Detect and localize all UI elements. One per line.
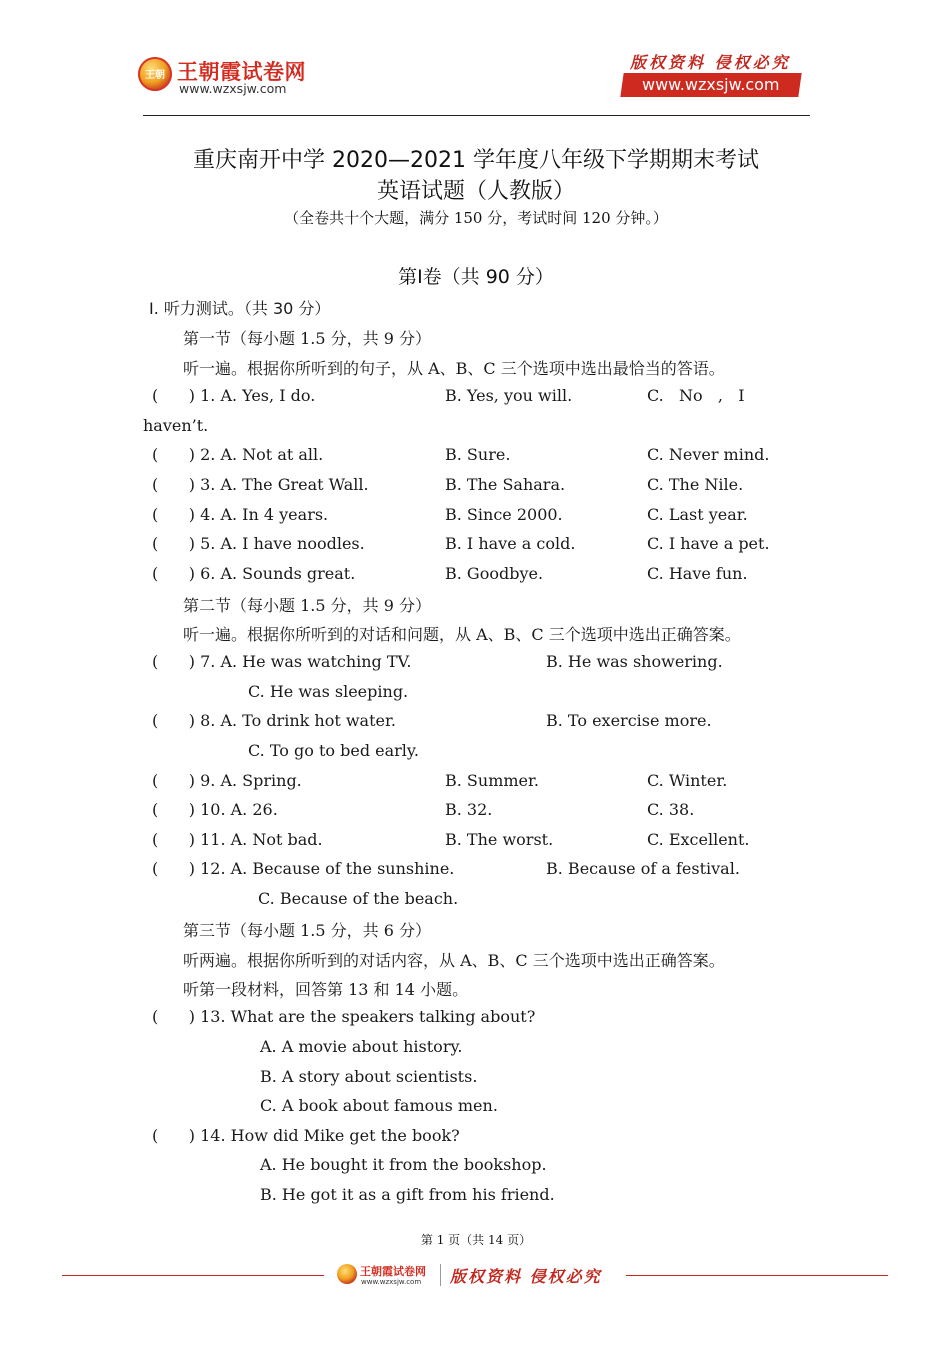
q11-stem: ( ) 11. A. Not bad.	[152, 830, 323, 849]
footer-separator	[440, 1264, 441, 1286]
q8-option-c: C. To go to bed early.	[248, 741, 419, 760]
q10-stem: ( ) 10. A. 26.	[152, 800, 278, 819]
footer-rule-left	[62, 1275, 324, 1276]
q3-option-b: B. The Sahara.	[445, 475, 566, 494]
site-logo-name: 王朝霞试卷网	[177, 60, 306, 84]
q10-option-c: C. 38.	[647, 800, 695, 819]
q7-stem: ( ) 7. A. He was watching TV.	[152, 652, 412, 671]
section2-heading: 第二节（每小题 1.5 分，共 9 分）	[183, 596, 431, 615]
footer-logo-url: www.wzxsjw.com	[361, 1278, 422, 1286]
section3-sub-instruction: 听第一段材料，回答第 13 和 14 小题。	[183, 980, 469, 999]
q9-option-b: B. Summer.	[445, 771, 539, 790]
q5-option-b: B. I have a cold.	[445, 534, 576, 553]
q1-stem: ( ) 1. A. Yes, I do.	[152, 386, 316, 405]
footer-slogan: 版权资料 侵权必究	[450, 1267, 602, 1286]
q7-option-c: C. He was sleeping.	[248, 682, 409, 701]
q8-stem: ( ) 8. A. To drink hot water.	[152, 711, 396, 730]
copyright-slogan: 版权资料 侵权必究	[630, 53, 791, 72]
q14-stem: ( ) 14. How did Mike get the book?	[152, 1126, 460, 1145]
q2-option-b: B. Sure.	[445, 445, 511, 464]
q1-option-c-cont: haven’t.	[143, 416, 209, 435]
q3-stem: ( ) 3. A. The Great Wall.	[152, 475, 369, 494]
q9-stem: ( ) 9. A. Spring.	[152, 771, 302, 790]
section3-instruction: 听两遍。根据你所听到的对话内容，从 A、B、C 三个选项中选出正确答案。	[183, 951, 725, 970]
footer-rule-right	[626, 1275, 888, 1276]
section3-heading: 第三节（每小题 1.5 分，共 6 分）	[183, 921, 431, 940]
exam-note: （全卷共十个大题，满分 150 分，考试时间 120 分钟。）	[284, 209, 668, 227]
q13-stem: ( ) 13. What are the speakers talking about?	[152, 1007, 536, 1026]
volume-heading: 第Ⅰ卷（共 90 分）	[398, 266, 554, 288]
q13-option-b: B. A story about scientists.	[260, 1067, 478, 1086]
q2-stem: ( ) 2. A. Not at all.	[152, 445, 324, 464]
q11-option-b: B. The worst.	[445, 830, 554, 849]
q12-stem: ( ) 12. A. Because of the sunshine.	[152, 859, 455, 878]
q7-option-b: B. He was showering.	[546, 652, 723, 671]
q8-option-b: B. To exercise more.	[546, 711, 712, 730]
q10-option-b: B. 32.	[445, 800, 493, 819]
site-logo-url: www.wzxsjw.com	[179, 81, 287, 96]
page-number: 第 1 页（共 14 页）	[420, 1233, 532, 1247]
logo-badge-text: 王朝	[145, 70, 165, 81]
q13-option-a: A. A movie about history.	[260, 1037, 463, 1056]
exam-subtitle: 英语试题（人教版）	[376, 179, 575, 204]
section1-heading: 第一节（每小题 1.5 分，共 9 分）	[183, 329, 431, 348]
q12-option-c: C. Because of the beach.	[258, 889, 459, 908]
q1-option-b: B. Yes, you will.	[445, 386, 573, 405]
q1-option-c: C. No , I	[647, 386, 745, 405]
section2-instruction: 听一遍。根据你所听到的对话和问题，从 A、B、C 三个选项中选出正确答案。	[183, 625, 741, 644]
footer-logo-name: 王朝霞试卷网	[360, 1265, 426, 1278]
q4-stem: ( ) 4. A. In 4 years.	[152, 505, 329, 524]
footer-logo-badge	[337, 1264, 357, 1284]
header-divider	[143, 115, 810, 116]
q14-option-b: B. He got it as a gift from his friend.	[260, 1185, 555, 1204]
exam-title: 重庆南开中学 2020—2021 学年度八年级下学期期末考试	[193, 148, 759, 173]
q12-option-b: B. Because of a festival.	[546, 859, 740, 878]
q6-option-c: C. Have fun.	[647, 564, 748, 583]
q2-option-c: C. Never mind.	[647, 445, 770, 464]
q14-option-a: A. He bought it from the bookshop.	[260, 1155, 547, 1174]
q5-stem: ( ) 5. A. I have noodles.	[152, 534, 365, 553]
q6-option-b: B. Goodbye.	[445, 564, 544, 583]
site-url-text: www.wzxsjw.com	[642, 75, 780, 94]
site-logo-badge	[138, 57, 172, 91]
q4-option-c: C. Last year.	[647, 505, 748, 524]
q13-option-c: C. A book about famous men.	[260, 1096, 498, 1115]
q11-option-c: C. Excellent.	[647, 830, 750, 849]
q9-option-c: C. Winter.	[647, 771, 728, 790]
q3-option-c: C. The Nile.	[647, 475, 744, 494]
q5-option-c: C. I have a pet.	[647, 534, 770, 553]
section1-instruction: 听一遍。根据你所听到的句子，从 A、B、C 三个选项中选出最恰当的答语。	[183, 359, 725, 378]
q6-stem: ( ) 6. A. Sounds great.	[152, 564, 356, 583]
part1-heading: Ⅰ. 听力测试。（共 30 分）	[149, 299, 331, 318]
q4-option-b: B. Since 2000.	[445, 505, 563, 524]
site-url-banner[interactable]	[620, 73, 801, 97]
